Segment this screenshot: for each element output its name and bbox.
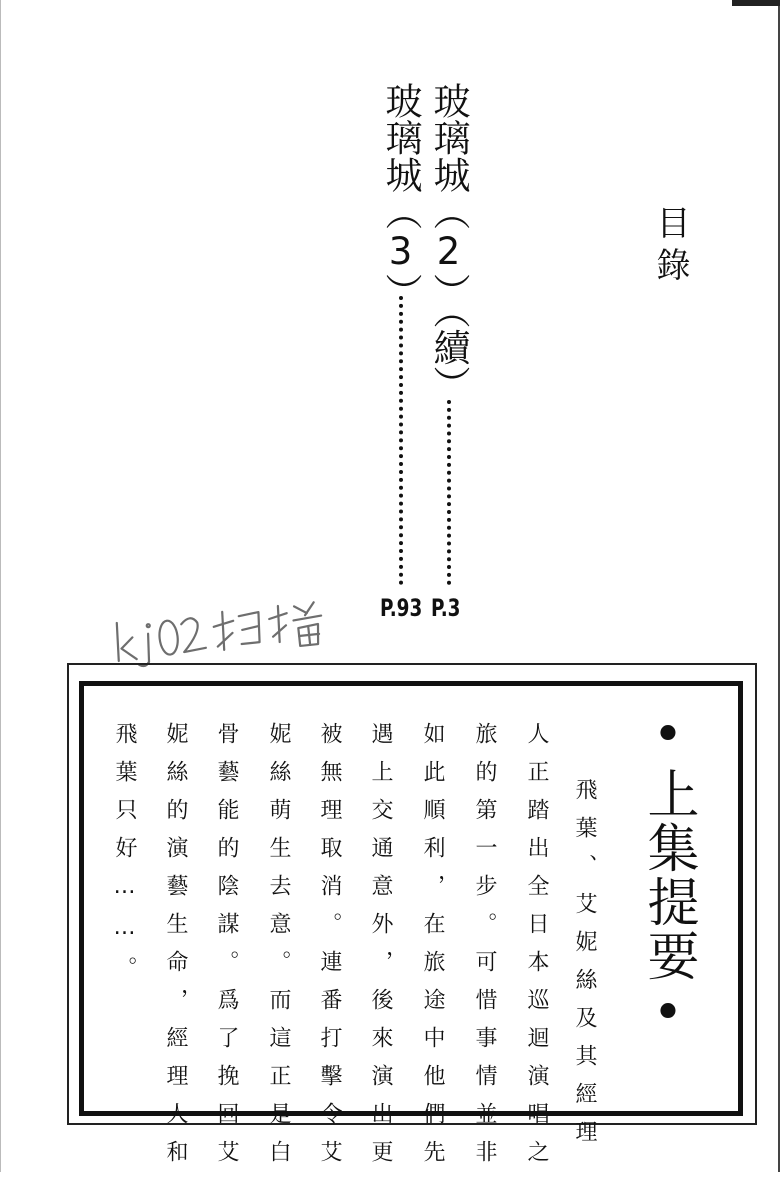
toc-leader-dots-1 <box>447 400 451 585</box>
summary-line: 妮絲萌生去意。而這正是白 <box>266 722 291 1178</box>
toc-title: 目錄 <box>650 205 690 289</box>
toc-entry-2: 玻璃城（3） <box>379 82 422 310</box>
toc-leader-dots-2 <box>399 296 403 585</box>
summary-line: 骨藝能的陰謀。爲了挽回艾 <box>214 722 239 1178</box>
summary-title: •上集提要• <box>638 705 698 1045</box>
page-left-edge <box>0 0 1 1172</box>
toc-page-ref-1: P.3 <box>431 594 461 622</box>
summary-line: 人正踏出全日本巡迴演唱之 <box>524 722 549 1178</box>
summary-line: 被無理取消。連番打擊令艾 <box>317 722 342 1178</box>
page-corner-mark <box>732 0 780 6</box>
toc-entry-1: 玻璃城（2）（續） <box>427 82 470 403</box>
summary-line: 遇上交通意外，後來演出更 <box>368 722 393 1178</box>
summary-line: 飛葉、艾妮絲及其經理 <box>572 778 597 1158</box>
summary-line: 妮絲的演藝生命，經理人和 <box>163 722 188 1178</box>
toc-page-ref-2: P.93 <box>380 594 423 622</box>
summary-line: 如此順利，在旅途中他們先 <box>420 722 445 1178</box>
summary-line: 旅的第一步。可惜事情並非 <box>472 722 497 1178</box>
summary-line: 飛葉只好……。 <box>112 722 137 994</box>
watermark-handwriting <box>109 581 335 674</box>
